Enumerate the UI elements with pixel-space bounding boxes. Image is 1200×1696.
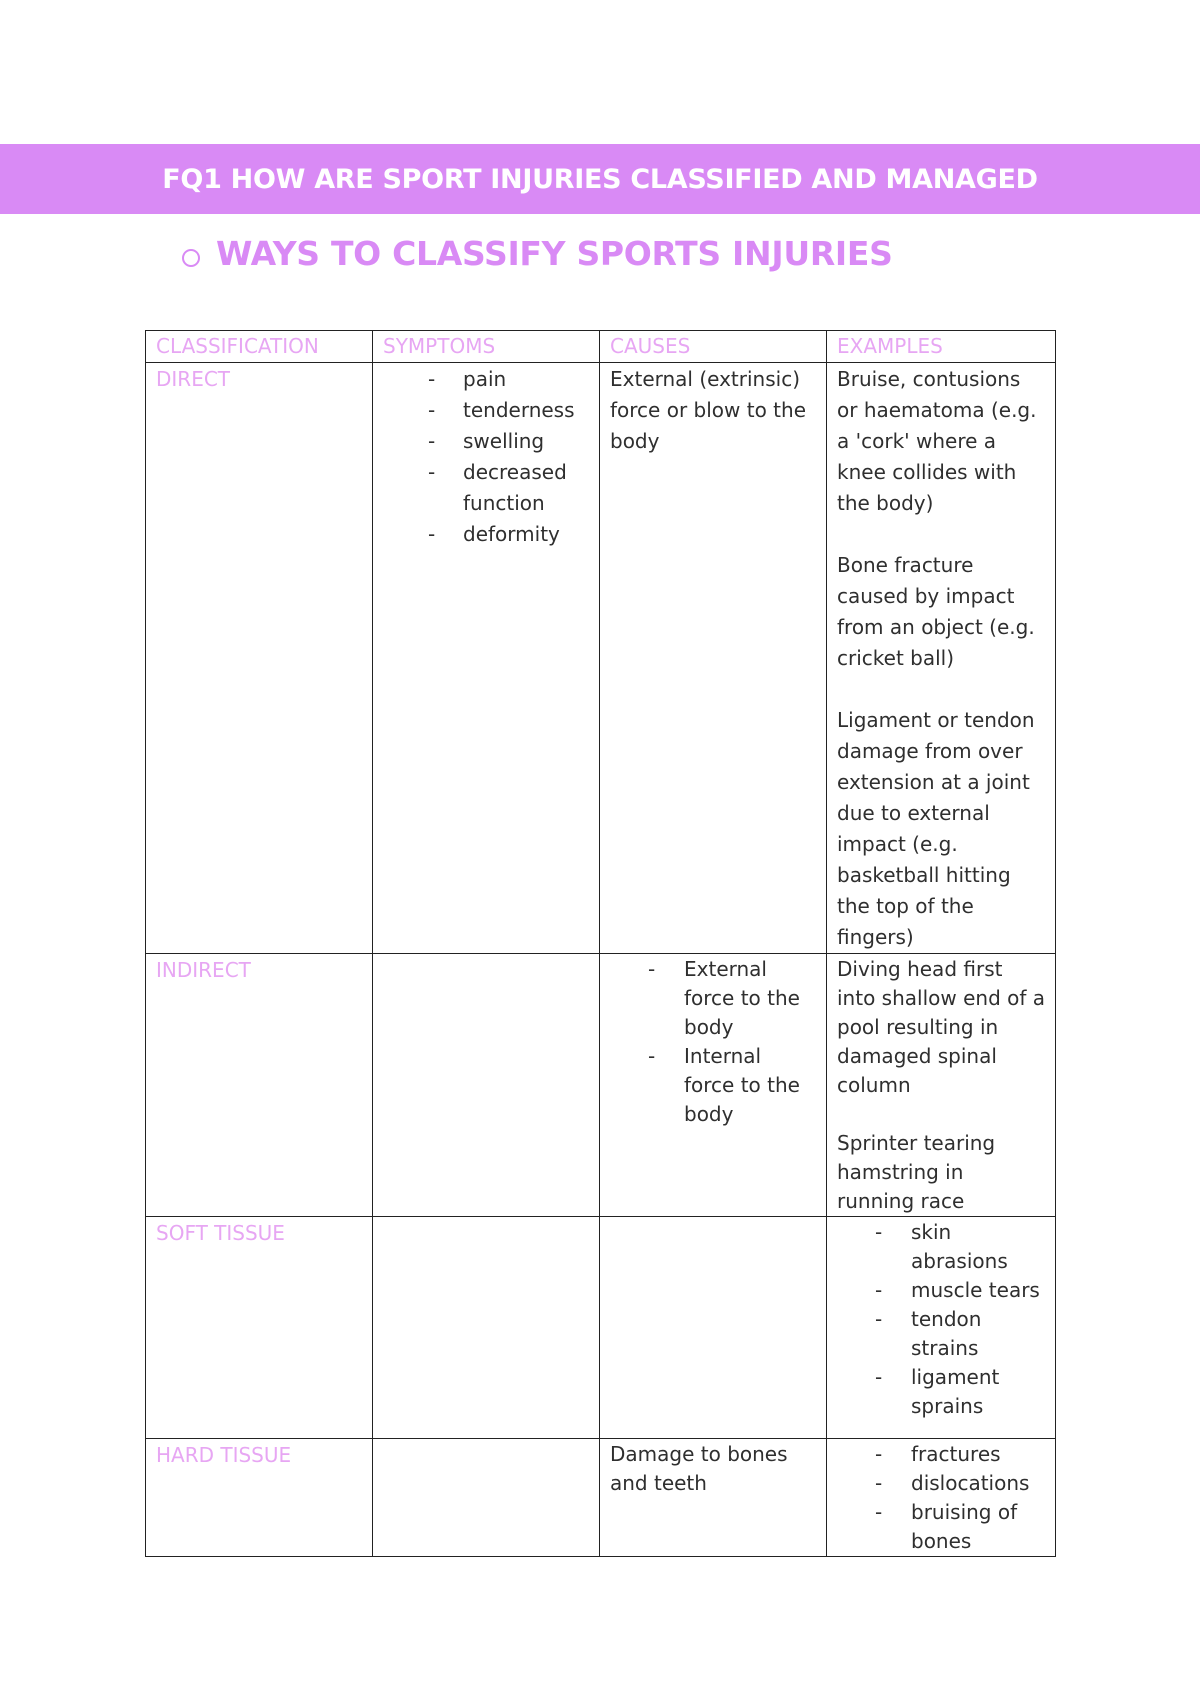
table-row-hard-tissue [146,1439,1056,1557]
classification-cell: DIRECT [146,363,373,954]
classification-cell: INDIRECT [146,954,373,1217]
title-banner [0,144,1200,214]
list-item [837,1469,1045,1498]
examples-list [837,1218,1045,1421]
example-paragraph: Sprinter tearing hamstring in running race [837,1131,996,1213]
list-item-text: Internal force to the body [684,1044,800,1126]
section-title: WAYS TO CLASSIFY SPORTS INJURIES [216,234,893,273]
list-item [837,1440,1045,1469]
section-heading [182,234,893,273]
dash-bullet: - [428,367,436,391]
list-item [383,519,589,550]
list-item [837,1498,1045,1556]
example-paragraph: Bone fracture caused by impact from an object (e.g. cricket ball) [837,553,1035,670]
example-paragraph: Diving head first into shallow end of a pool resulting in damaged spinal column [837,957,1046,1097]
dash-bullet: - [875,1471,883,1495]
list-item [383,457,589,519]
header-classification: CLASSIFICATION [146,331,373,363]
list-item-text: External force to the body [684,957,800,1039]
page-title: FQ1 HOW ARE SPORT INJURIES CLASSIFIED AND MANAGED [162,163,1038,195]
list-item-text: tenderness [463,398,575,422]
dash-bullet: - [428,522,436,546]
symptoms-cell [373,1439,600,1557]
examples-cell [827,954,1056,1217]
list-item-text: muscle tears [911,1278,1040,1302]
table-row-soft-tissue [146,1217,1056,1439]
dash-bullet: - [428,429,436,453]
dash-bullet: - [648,1044,656,1068]
classification-table [145,330,1056,1557]
classification-cell: SOFT TISSUE [146,1217,373,1439]
list-item-text: bruising of bones [911,1500,1018,1553]
examples-cell [827,363,1056,954]
list-item-text: swelling [463,429,545,453]
list-item [837,1363,1045,1421]
dash-bullet: - [648,957,656,981]
list-item [383,426,589,457]
examples-list [837,1440,1045,1556]
list-item [837,1276,1045,1305]
dash-bullet: - [875,1500,883,1524]
table-row-direct [146,363,1056,954]
header-causes: CAUSES [600,331,827,363]
dash-bullet: - [428,460,436,484]
examples-cell [827,1439,1056,1557]
causes-cell: Damage to bones and teeth [600,1439,827,1557]
symptoms-list [383,364,589,550]
causes-list [610,955,816,1129]
symptoms-cell [373,363,600,954]
list-item-text: deformity [463,522,560,546]
list-item [837,1305,1045,1363]
dash-bullet: - [875,1442,883,1466]
list-item-text: tendon strains [911,1307,982,1360]
header-symptoms: SYMPTOMS [373,331,600,363]
list-item [610,1042,816,1129]
dash-bullet: - [875,1278,883,1302]
list-item [383,395,589,426]
table-header-row [146,331,1056,363]
dash-bullet: - [875,1307,883,1331]
list-item-text: ligament sprains [911,1365,1000,1418]
symptoms-cell [373,954,600,1217]
dash-bullet: - [875,1220,883,1244]
list-item-text: fractures [911,1442,1001,1466]
examples-cell [827,1217,1056,1439]
list-item-text: dislocations [911,1471,1030,1495]
classification-cell: HARD TISSUE [146,1439,373,1557]
list-item-text: pain [463,367,507,391]
dash-bullet: - [428,398,436,422]
list-item-text: skin abrasions [911,1220,1008,1273]
example-paragraph: Ligament or tendon damage from over extension at a joint due to external impact (e.g. basketball hitting the top of the fingers) [837,708,1035,949]
symptoms-cell [373,1217,600,1439]
table-row-indirect [146,954,1056,1217]
list-item [610,955,816,1042]
list-item [383,364,589,395]
circle-bullet-icon [182,249,200,267]
example-paragraph: Bruise, contusions or haematoma (e.g. a 'cork' where a knee collides with the body) [837,367,1037,515]
causes-cell: External (extrinsic) force or blow to the body [600,363,827,954]
causes-cell [600,1217,827,1439]
header-examples: EXAMPLES [827,331,1056,363]
dash-bullet: - [875,1365,883,1389]
list-item [837,1218,1045,1276]
list-item-text: decreased function [463,460,567,515]
causes-cell [600,954,827,1217]
